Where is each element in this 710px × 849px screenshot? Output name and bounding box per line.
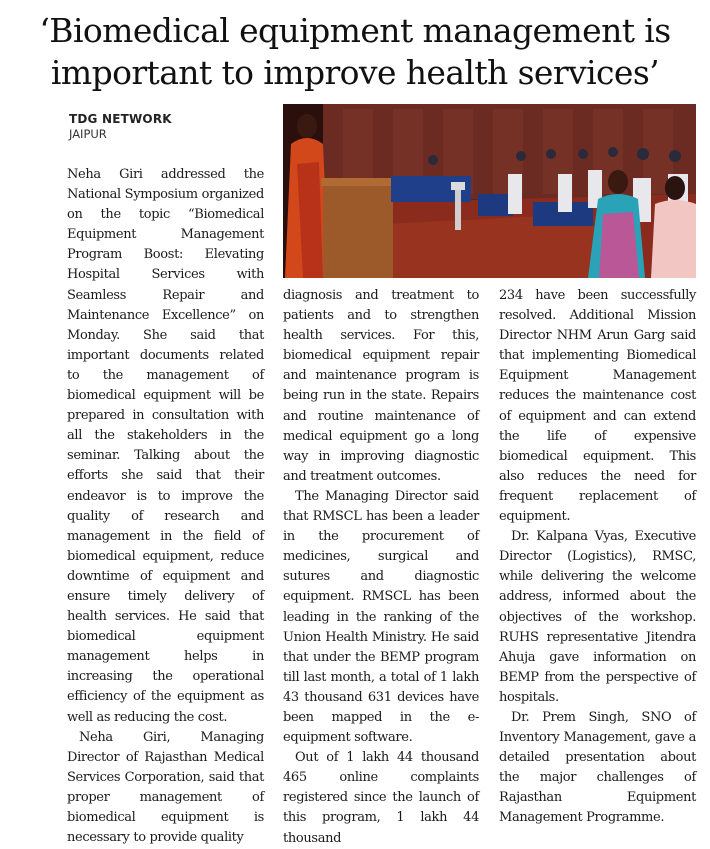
article-paragraph: Dr. Kalpana Vyas, Executive Director (Logistics), RMSC, while delivering the welcome address, informed about the objectives of the workshop. RUHS representative Jitendra Ahuja gave information on BEMP from the perspective of hospitals.: [499, 529, 696, 705]
article-paragraph: Neha Giri, Managing Director of Rajasthan Medical Services Corporation, said that proper management of biomedical equipment is necessary to provide quality: [67, 729, 264, 846]
headline-line-1: ‘Biomedical equipment management is: [39, 11, 671, 50]
article-paragraph: diagnosis and treatment to patients and to strengthen health services. For this, biomedical equipment repair and maintenance program is being run in the state. Repairs and routine maintenance of medical equipment go a long way in improving diagnostic and treatment outcomes.: [283, 288, 479, 484]
article-paragraph: 234 have been successfully resolved. Additional Mission Director NHM Arun Garg said that implementing Biomedical Equipment Management reduces the maintenance cost of equipment and can extend the life of expensive biomedical equipment. This also reduces the need for frequent replacement of equipment.: [499, 288, 696, 525]
byline: [69, 112, 172, 141]
article-column-2: [283, 286, 479, 849]
byline-network: TDG NETWORK: [69, 112, 172, 126]
article-paragraph: Dr. Prem Singh, SNO of Inventory Management, gave a detailed presentation about the major challenges of Rajasthan Equipment Management Programme.: [499, 709, 696, 826]
event-photo: [283, 104, 696, 278]
article-column-3: [499, 286, 696, 829]
article-headline: [0, 10, 710, 94]
article-paragraph: Out of 1 lakh 44 thousand 465 online complaints registered since the launch of this program, 1 lakh 44 thousand: [283, 750, 479, 846]
article-paragraph: Neha Giri addressed the National Symposium organized on the topic “Biomedical Equipment Management Program Boost: Elevating Hospital Services with Seamless Repair and Maintenance Excellence” on Monday. She said that important documents related to the management of biomedical equipment will be prepared in consultation with all the stakeholders in the seminar. Talking about the efforts she said that their endeavor is to improve the quality of research and management in the field of biomedical equipment, reduce downtime of equipment and ensure timely delivery of health services. He said that biomedical equipment management helps in increasing the operational efficiency of the equipment as well as reducing the cost.: [67, 167, 264, 725]
article-paragraph: The Managing Director said that RMSCL has been a leader in the procurement of medicines, surgical and sutures and diagnostic equipment. RMSCL has been leading in the ranking of the Union Health Ministry. He said that under the BEMP program till last month, a total of 1 lakh 43 thousand 631 devices have been mapped in the e-equipment software.: [283, 488, 479, 746]
symposium-photo-illustration: [283, 104, 696, 278]
article-column-1: [67, 165, 264, 848]
byline-dateline: JAIPUR: [69, 127, 107, 141]
headline-line-2: important to improve health services’: [50, 53, 660, 92]
